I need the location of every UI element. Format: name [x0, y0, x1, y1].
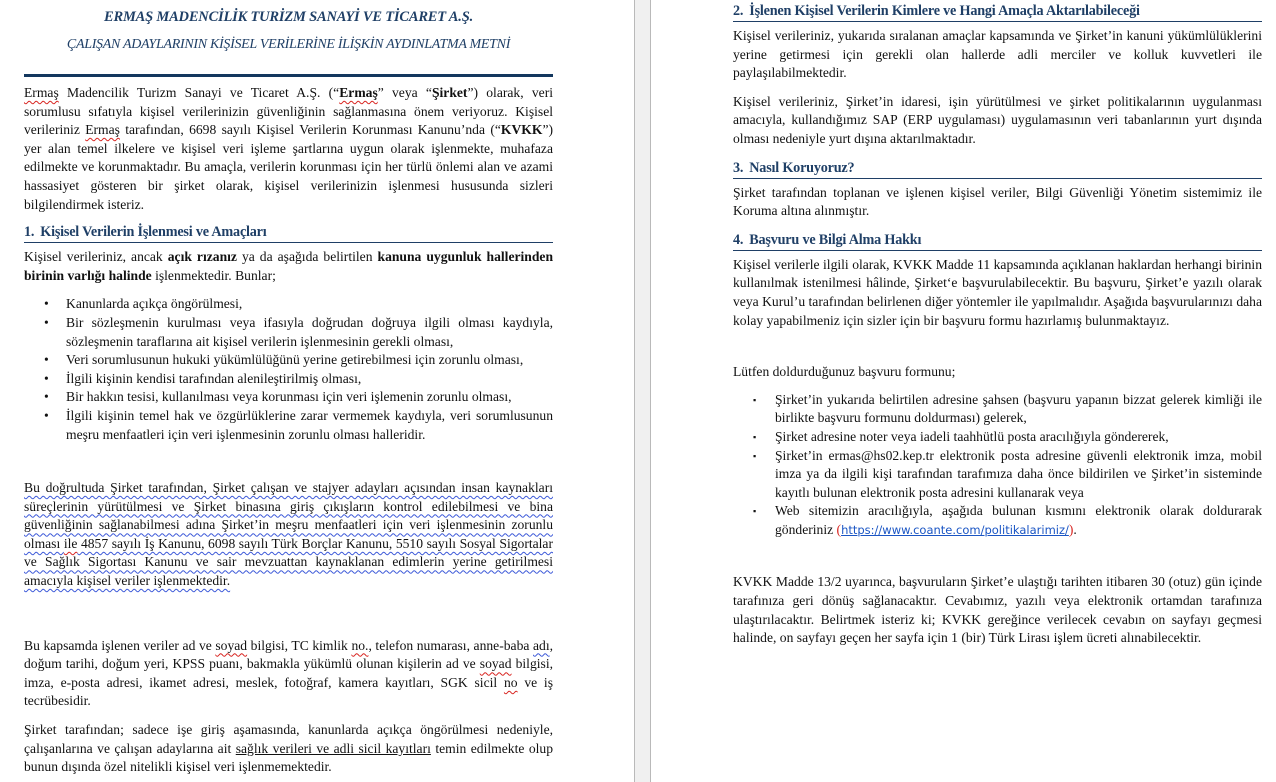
text-run: temin edilmekte olup bunun dışında özel nitelikli kişisel veri işlenmemektedir.	[24, 740, 553, 775]
section-4-paragraph-3[interactable]: KVKK Madde 13/2 uyarınca, başvuruların Şirket’e ulaştığı tarihten itibaren 30 (otuz) gün içinde tarafınıza geri dönüş sağlanacaktır. Cevabımız, yazılı veya elektronik ortamdan tarafınıza ulaştırılacaktır. Belirtmek isteriz ki; KVKK gereğince verilecek cevabın on sayfayı geçmesi halinde, on sayfayı geçen her sayfa için 1 (bir) Türk Lirası işlem ücreti alınabilecektir.	[733, 574, 1262, 646]
text-run: ya da aşağıda belirtilen	[236, 249, 378, 265]
list-item[interactable]	[753, 502, 1262, 539]
document-title: ERMAŞ MADENCİLİK TURİZM SANAYİ VE TİCARET A.Ş.	[104, 9, 473, 25]
section-2-paragraph-1[interactable]: Kişisel verileriniz, yukarıda sıralanan amaçlar kapsamında ve Şirket’in kanuni yükümlülüklerini yerine getirmesi için gerekli olan hallerde adli merciler ve kolluk kuvvetleri ile paylaşılabilmektedir.	[733, 28, 1262, 81]
paren: )	[1068, 521, 1074, 537]
spellcheck-word[interactable]: soyad	[479, 656, 512, 672]
text-run: bilgisi, TC kimlik	[247, 637, 352, 653]
bold-term: kanuna uygunluk hallerinden birinin varlığı halinde	[24, 249, 554, 283]
text-run: ”) yer alan temel ilkelere ve kişisel veri işleme şartlarına uygun olarak işlenmekte, muhafaza edilmekte ve korunmaktadır. Bu amaçla, verilerin korunması için her türlü önlemi alan ve azami hassasiyet gösteren bir şirket olarak, kişisel verilerinizin işlenmesi hususunda sizleri bilgilendirmek isteriz.	[24, 122, 553, 212]
spellcheck-word[interactable]: Ermaş	[339, 85, 378, 100]
grammar-flagged-text[interactable]: adı	[533, 637, 550, 653]
policies-link[interactable]: https://www.coante.com/politikalarimiz/	[841, 522, 1069, 537]
text-run: ”) olarak, veri sorumlusu sıfatıyla kişisel verilerinizin güvenliğinin sağlanmasına önem veriyoruz. Kişisel verileriniz	[24, 85, 553, 138]
text-run: , telefon numarası, anne-baba	[368, 637, 533, 653]
page-1-content	[24, 0, 553, 777]
square-bullet-icon: ▪	[753, 450, 757, 461]
title-divider	[24, 74, 553, 77]
spellcheck-word[interactable]: no.	[351, 637, 369, 653]
bold-term: açık rızanız	[167, 249, 237, 265]
spellcheck-word[interactable]: soyad	[215, 637, 248, 653]
section-3-heading	[733, 159, 1262, 179]
list-item-text: Şirket’in ermas@hs02.kep.tr elektronik posta adresine güvenli elektronik imza, mobil imza ya da ilgili kişi tarafından tarafımıza daha önce bildirilen ve Şirket’in sisteminde kayıtlı bulunan elektronik posta adresini kullanarak veya	[775, 447, 1262, 500]
application-methods-list	[733, 391, 1262, 540]
text-run: ve iş tecrübesidir.	[24, 674, 553, 709]
list-item[interactable]	[753, 391, 1262, 428]
square-bullet-icon: ▪	[753, 431, 757, 442]
section-1-paragraph-1[interactable]	[24, 248, 553, 285]
underlined-text: sağlık verileri ve adli sicil kayıtları	[235, 740, 431, 756]
section-number: 2.	[733, 3, 744, 19]
bullet-icon: •	[44, 352, 49, 368]
list-item-text: Bir hakkın tesisi, kullanılması veya korunması için veri işlemenin zorunlu olması,	[66, 389, 512, 405]
list-item-text: İlgili kişinin kendisi tarafından alenileştirilmiş olması,	[66, 370, 362, 386]
text-run: tarafından, 6698 sayılı Kişisel Verilerin Korunması Kanunu’nda (“	[119, 122, 501, 138]
list-item[interactable]	[44, 314, 553, 351]
section-title: İşlenen Kişisel Verilerin Kimlere ve Hangi Amaçla Aktarılabileceği	[749, 3, 1140, 19]
square-bullet-icon: ▪	[753, 506, 757, 517]
section-4-paragraph-2[interactable]: Lütfen doldurduğunuz başvuru formunu;	[733, 364, 956, 380]
page-gap	[634, 0, 651, 782]
list-item-text: İlgili kişinin temel hak ve özgürlüklerine zarar vermemek kaydıyla, veri sorumlusunun meşru menfaatleri için veri işlenmesinin zorunlu olması halleridir.	[66, 407, 553, 442]
bullet-icon: •	[44, 407, 49, 423]
list-item-text: Veri sorumlusunun hukuki yükümlülüğünü yerine getirebilmesi için zorunlu olması,	[66, 352, 524, 368]
text-run: Madencilik Turizm Sanayi ve Ticaret A.Ş. (“	[58, 85, 340, 100]
bullet-icon: •	[44, 370, 49, 386]
spellcheck-word[interactable]: Ermaş	[85, 122, 120, 138]
list-item-text: Kanunlarda açıkça öngörülmesi,	[66, 296, 243, 312]
list-item[interactable]	[753, 447, 1262, 503]
section-1-heading	[24, 223, 553, 243]
bullet-icon: •	[44, 296, 49, 312]
document-page-2	[651, 0, 1276, 782]
text-run: Bu kapsamda işlenen veriler ad ve	[24, 637, 216, 653]
grammar-flagged-text[interactable]: 4857 sayılı İş Kanunu, 6098 sayılı Türk Borçlar Kanunu, 5510 sayılı Sosyal Sigortalar ve Sağlık Sigortası Kanunu ve sair mevzuattan kaynaklanan edimlerin yerine getirilmesi amacıyla kişisel veriler işlenmektedir.	[24, 535, 553, 589]
text-run: ” veya “	[377, 85, 432, 100]
section-title: Kişisel Verilerin İşlenmesi ve Amaçları	[40, 224, 267, 241]
section-1-paragraph-3[interactable]	[24, 637, 553, 711]
document-subtitle: ÇALIŞAN ADAYLARININ KİŞİSEL VERİLERİNE İLİŞKİN AYDINLATMA METNİ	[66, 37, 511, 52]
list-item[interactable]	[753, 428, 1262, 447]
section-title: Nasıl Koruyoruz?	[749, 159, 855, 176]
text-run: Şirket tarafından; sadece işe giriş aşamasında, kanunlarda açıkça öngörülmesi nedeniyle, çalışanlarına ve çalışan adaylarına ait	[24, 722, 553, 756]
bullet-icon: •	[44, 314, 49, 330]
text-run: işlenmektedir. Bunlar;	[151, 267, 276, 283]
list-item[interactable]	[44, 370, 553, 389]
section-3-paragraph-1[interactable]: Şirket tarafından toplanan ve işlenen kişisel veriler, Bilgi Güvenliği Yönetim sistemimiz ile Koruma altına alınmıştır.	[733, 184, 1262, 219]
section-4-heading	[733, 231, 1262, 251]
spellcheck-word[interactable]: ile	[63, 535, 78, 551]
list-item[interactable]	[44, 351, 553, 370]
section-1-paragraph-4[interactable]	[24, 721, 553, 777]
section-number: 1.	[24, 224, 35, 241]
intro-paragraph[interactable]	[24, 84, 553, 214]
list-item-text: Bir sözleşmenin kurulması veya ifasıyla doğrudan doğruya ilgili olması kaydıyla, sözleşmenin taraflarına ait kişisel verilerin işlenmesinin gerekli olması,	[66, 314, 553, 349]
page-2-content	[733, 0, 1262, 648]
text-run: Kişisel verileriniz, ancak	[24, 249, 168, 265]
section-number: 4.	[733, 231, 744, 248]
list-item[interactable]	[44, 295, 553, 314]
document-page-1	[0, 0, 634, 782]
spellcheck-word[interactable]: no	[503, 674, 518, 690]
section-number: 3.	[733, 159, 744, 176]
section-1-paragraph-2[interactable]	[24, 479, 553, 591]
section-2-paragraph-2[interactable]: Kişisel verileriniz, Şirket’in idaresi, işin yürütülmesi ve şirket politikalarının uygulanması amacıyla, kullandığımız SAP (ERP uygulaması) uygulamasının veri tabanlarının yurt dışında olması nedeniyle yurt dışına aktarılmaktadır.	[733, 93, 1262, 146]
list-item[interactable]	[44, 407, 553, 444]
bold-term: Şirket	[431, 85, 468, 100]
legal-grounds-list	[24, 295, 553, 444]
spellcheck-word[interactable]: Ermaş	[24, 85, 59, 100]
paren: (	[836, 521, 842, 537]
list-item[interactable]	[44, 388, 553, 407]
list-item-text: Şirket’in yukarıda belirtilen adresine şahsen (başvuru yapanın bizzat gelerek kimliği ile birlikte başvuru formunu doldurması) gelerek,	[775, 391, 1262, 426]
grammar-flagged-text[interactable]: Bu doğrultuda Şirket tarafından, Şirket çalışan ve stajyer adayları açısından insan kaynakları süreçlerinin yürütülmesi ve Şirket binasına giriş çıkışların kontrol edilebilmesi ve bina güvenliğinin sağlanabilmesi adına Şirket’in meşru menfaatleri için veri işlenmesinin zorunlu olması	[24, 480, 553, 551]
text-run: .	[1073, 521, 1077, 537]
text-run: , doğum tarihi, doğum yeri, KPSS puanı, bakmakla yükümlü olunan kişilerin ad ve	[24, 637, 554, 672]
section-4-paragraph-1[interactable]: Kişisel verilerle ilgili olarak, KVKK Madde 11 kapsamında açıklanan haklardan herhangi birinin kullanılmak istenilmesi hâlinde, Şirket‘e başvurulabilecektir. Bu başvuru, Şirket’e yazılı olarak veya Kurul’u tarafından belirlenen diğer yöntemler ile yapılmalıdır. Aşağıda başvurularınızı daha kolay yapabilmeniz için sizler için bir başvuru formu hazırlamış bulunmaktayız.	[733, 256, 1262, 328]
section-2-heading	[733, 2, 1262, 22]
text-run: bilgisi, imza, e-posta adresi, ikamet adresi, meslek, fotoğraf, kamera kayıtları, SGK sicil	[24, 656, 554, 690]
bullet-icon: •	[44, 389, 49, 405]
section-title: Başvuru ve Bilgi Alma Hakkı	[749, 231, 922, 248]
square-bullet-icon: ▪	[753, 394, 757, 405]
bold-term: KVKK	[500, 122, 543, 138]
list-item-text: Şirket adresine noter veya iadeli taahhütlü posta aracılığıyla göndererek,	[775, 428, 1169, 444]
list-item-text: Web sitemizin aracılığıyla, aşağıda bulunan kısmını elektronik olarak doldurarak gönderiniz	[775, 503, 1262, 537]
